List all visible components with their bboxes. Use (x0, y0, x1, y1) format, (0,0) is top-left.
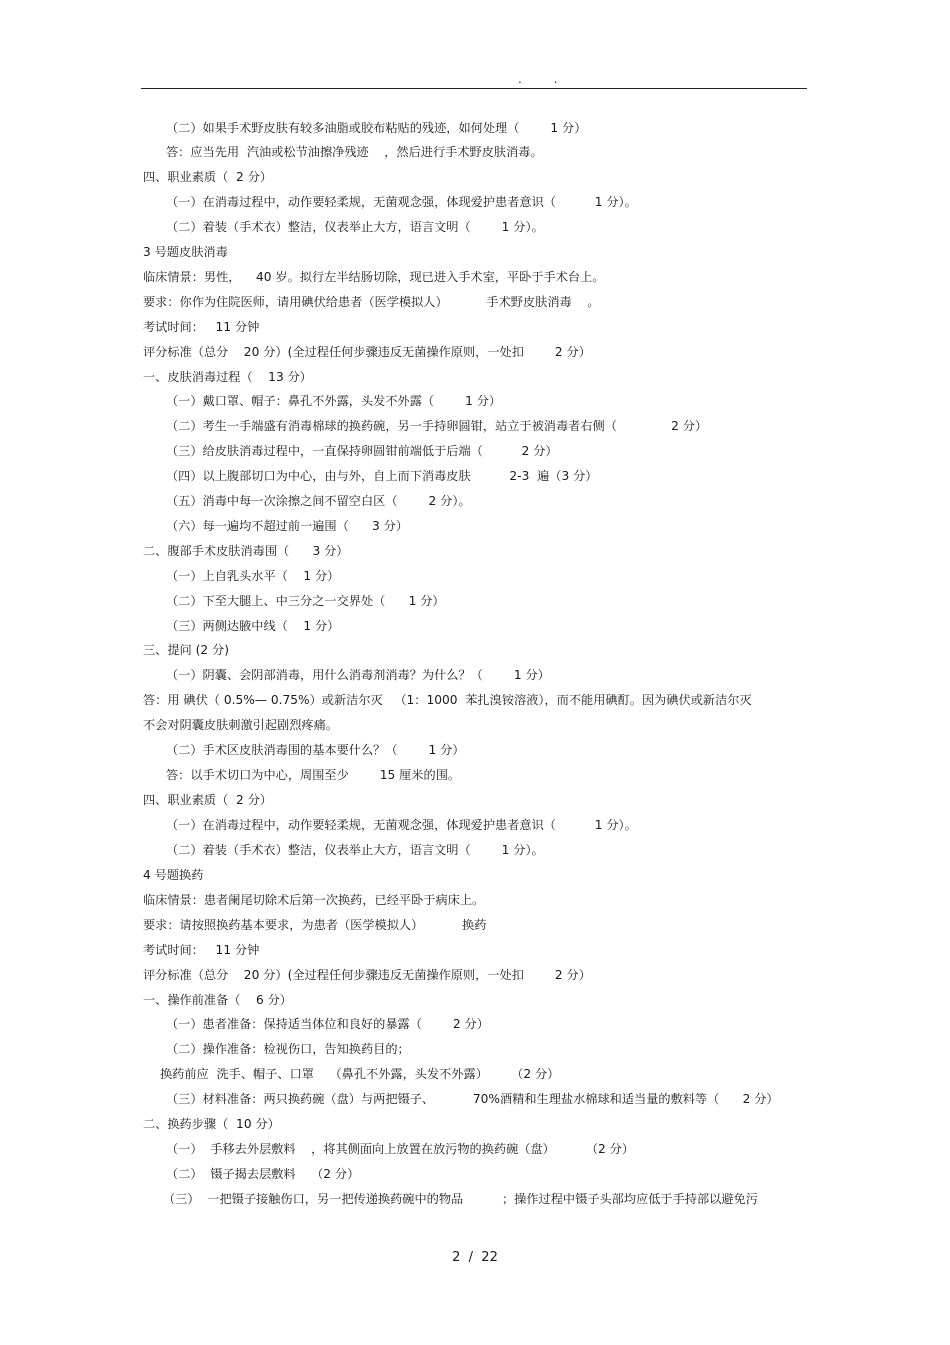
text-line: （二）着装（手术衣）整洁，仪表举止大方，语言文明（ 1 分）。 (166, 843, 544, 857)
text-line: 评分标准（总分 20 分）(全过程任何步骤违反无菌操作原则，一处扣 2 分） (143, 345, 591, 359)
text-line: （六）每一遍均不超过前一遍围（ 3 分） (166, 519, 409, 533)
text-line: （一）患者准备：保持适当体位和良好的暴露（ 2 分） (166, 1017, 489, 1031)
section-heading: 二、腹部手术皮肤消毒围（ 3 分） (143, 544, 349, 558)
text-line: （二）着装（手术衣）整洁，仪表举止大方，语言文明（ 1 分）。 (166, 220, 544, 234)
text-line: （二）如果手术野皮肤有较多油脂或胶布粘贴的残迹，如何处理（ 1 分） (166, 121, 587, 135)
text-line: 不会对阴囊皮肤刺激引起剧烈疼痛。 (143, 718, 338, 732)
text-line: （三）材料准备：两只换药碗（盘）与两把镊子、 70%酒精和生理盐水棉球和适当量的敷料等（ 2 分） (166, 1092, 779, 1106)
text-line: （二）手术区皮肤消毒围的基本要什么？（ 1 分） (166, 743, 465, 757)
text-line: （三）给皮肤消毒过程中，一直保持卵圆钳前端低于后端（ 2 分） (166, 444, 558, 458)
text-line: （一）戴口罩、帽子：鼻孔不外露，头发不外露（ 1 分） (166, 394, 502, 408)
text-line: （二） 镊子揭去层敷料 （2 分） (166, 1167, 360, 1181)
text-line: 考试时间： 11 分钟 (143, 943, 260, 957)
text-line: 临床情景：男性， 40 岁。拟行左半结肠切除，现已进入手术室，平卧于手术台上。 (143, 270, 605, 284)
text-line: 考试时间： 11 分钟 (143, 320, 260, 334)
header-rule (141, 88, 807, 89)
text-line: （一）在消毒过程中，动作要轻柔规，无菌观念强，体现爱护患者意识（ 1 分）。 (166, 818, 637, 832)
text-line: 临床情景：患者阑尾切除术后第一次换药，已经平卧于病床上。 (143, 893, 485, 907)
text-line: 答：以手术切口为中心，周围至少 15 厘米的围。 (166, 768, 461, 782)
page-number: 2 / 22 (452, 1250, 498, 1265)
header-dots: . . (518, 72, 572, 86)
section-heading: 三、提问 (2 分) (143, 643, 229, 657)
text-line: 评分标准（总分 20 分）(全过程任何步骤违反无菌操作原则，一处扣 2 分） (143, 968, 591, 982)
section-heading: 一、皮肤消毒过程（ 13 分） (143, 370, 312, 384)
section-heading: 四、职业素质（ 2 分） (143, 170, 273, 184)
text-line: （一）阴囊、会阴部消毒，用什么消毒剂消毒？为什么？（ 1 分） (166, 668, 550, 682)
text-line: 答：应当先用 汽油或松节油擦净残迹 ，然后进行手术野皮肤消毒。 (166, 145, 543, 159)
text-line: （五）消毒中每一次涂擦之间不留空白区（ 2 分）。 (166, 494, 471, 508)
text-line: （四）以上腹部切口为中心，由与外，自上而下消毒皮肤 2-3 遍（3 分） (166, 469, 598, 483)
text-line: （二）下至大腿上、中三分之一交界处（ 1 分） (166, 594, 445, 608)
text-line: （三）两侧达腋中线（ 1 分） (166, 619, 340, 633)
section-heading: 一、操作前准备（ 6 分） (143, 993, 292, 1007)
text-line: 要求：你作为住院医师，请用碘伏给患者（医学模拟人） 手术野皮肤消毒 。 (143, 295, 600, 309)
text-line: （三） 一把镊子接触伤口，另一把传递换药碗中的物品 ；操作过程中镊子头部均应低于手持部以避免污 (163, 1192, 758, 1206)
text-line: （一）上自乳头水平（ 1 分） (166, 569, 340, 583)
text-line: 答：用 碘伏（ 0.5%— 0.75%）或新洁尔灭 （1：1000 苯扎溴铵溶液），而不能用碘酊。因为碘伏或新洁尔灭 (143, 693, 752, 707)
text-line: （二）操作准备：检视伤口，告知换药目的； (166, 1042, 410, 1056)
text-line: 换药前应 洗手、帽子、口罩 （鼻孔不外露，头发不外露） （2 分） (160, 1067, 560, 1081)
text-line: （一） 手移去外层敷料 ，将其侧面向上放置在放污物的换药碗（盘） （2 分） (166, 1142, 635, 1156)
section-heading: 四、职业素质（ 2 分） (143, 793, 273, 807)
section-heading: 二、换药步骤（ 10 分） (143, 1117, 280, 1131)
topic-heading: 4 号题换药 (143, 868, 204, 882)
text-line: 要求：请按照换药基本要求，为患者（医学模拟人） 换药 (143, 918, 487, 932)
text-line: （一）在消毒过程中，动作要轻柔规，无菌观念强，体现爱护患者意识（ 1 分）。 (166, 195, 637, 209)
topic-heading: 3 号题皮肤消毒 (143, 245, 228, 259)
text-line: （二）考生一手端盛有消毒棉球的换药碗，另一手持卵圆钳，站立于被消毒者右侧（ 2 分） (166, 419, 708, 433)
